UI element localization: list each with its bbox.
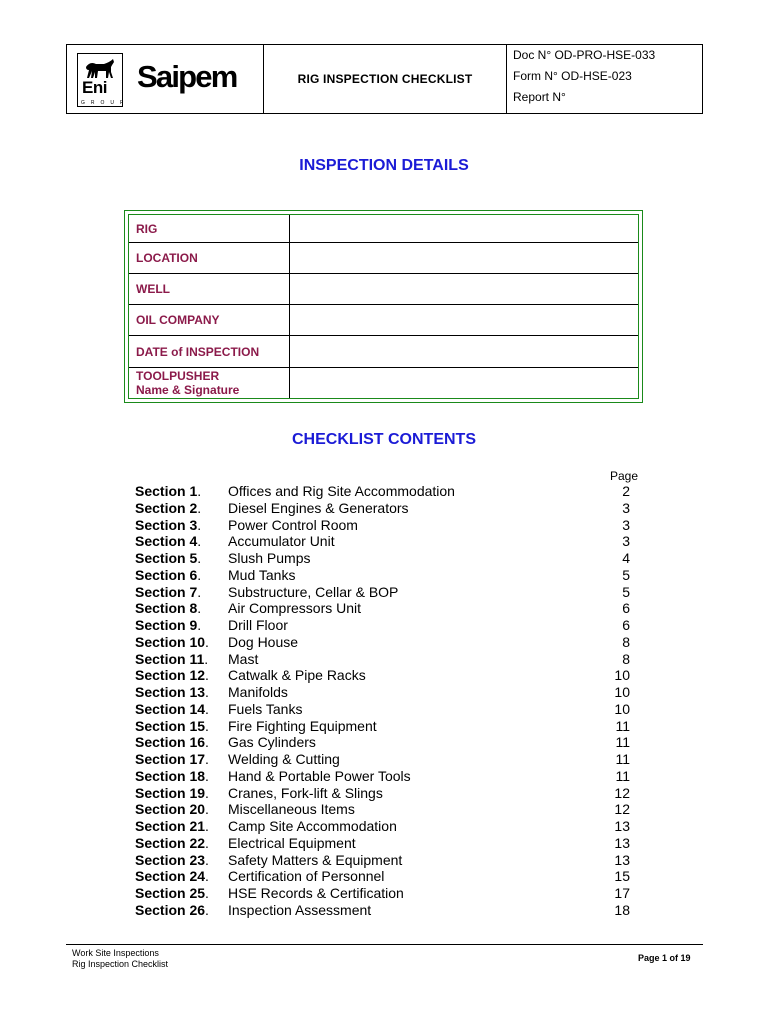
section-name: Accumulator Unit <box>228 533 335 550</box>
section-number: Section 12 <box>135 667 206 684</box>
section-label: Section 1. <box>135 483 202 499</box>
section-number: Section 2 <box>135 499 198 516</box>
document-header <box>66 44 703 114</box>
contents-item <box>135 902 640 919</box>
page-column-header: Page <box>610 469 639 483</box>
section-page: 5 <box>622 566 630 583</box>
contents-item <box>135 617 640 634</box>
details-row-date <box>129 336 638 368</box>
section-name: Certification of Personnel <box>228 868 385 885</box>
footer-left <box>72 948 168 970</box>
section-number: Section 10 <box>135 633 206 650</box>
section-label: Section 10. <box>135 633 209 650</box>
section-number: Section 17 <box>135 751 206 768</box>
section-label: Section 22. <box>135 834 209 851</box>
contents-item <box>135 768 640 785</box>
contents-item <box>135 751 640 768</box>
section-name: Offices and Rig Site Accommodation <box>228 483 455 499</box>
details-label: RIG <box>129 215 290 242</box>
details-row-oil-company <box>129 305 638 336</box>
section-page: 10 <box>614 667 630 684</box>
section-number: Section 3 <box>135 516 198 533</box>
section-name: Safety Matters & Equipment <box>228 851 403 868</box>
section-name: Gas Cylinders <box>228 734 316 751</box>
section-page: 13 <box>614 851 630 868</box>
details-value-rig[interactable] <box>290 215 638 242</box>
contents-item <box>135 701 640 718</box>
details-row-location <box>129 243 638 274</box>
section-label: Section 12. <box>135 667 209 684</box>
section-page: 13 <box>614 818 630 835</box>
contents-item <box>135 785 640 802</box>
contents-item <box>135 718 640 735</box>
section-name: Mud Tanks <box>228 566 296 583</box>
section-name: Substructure, Cellar & BOP <box>228 583 399 600</box>
section-number: Section 19 <box>135 784 206 801</box>
contents-item <box>135 885 640 902</box>
section-number: Section 23 <box>135 851 206 868</box>
contents-item <box>135 868 640 885</box>
section-label: Section 7. <box>135 583 202 600</box>
section-number: Section 6 <box>135 566 198 583</box>
section-label: Section 14. <box>135 700 209 717</box>
footer-line-1: Work Site Inspections <box>72 948 159 958</box>
toolpusher-sublabel: Name & Signature <box>136 383 240 397</box>
section-number: Section 4 <box>135 533 198 550</box>
section-name: Hand & Portable Power Tools <box>228 767 411 784</box>
section-page: 15 <box>614 868 630 885</box>
section-label: Section 16. <box>135 734 209 751</box>
contents-item <box>135 651 640 668</box>
section-page: 3 <box>622 499 630 516</box>
section-name: Mast <box>228 650 259 667</box>
details-label: DATE of INSPECTION <box>129 336 290 367</box>
section-page: 8 <box>622 633 630 650</box>
details-value-location[interactable] <box>290 243 638 273</box>
toolpusher-label: TOOLPUSHER <box>136 369 220 383</box>
details-value-date[interactable] <box>290 336 638 367</box>
section-name: Fire Fighting Equipment <box>228 717 377 734</box>
section-label: Section 26. <box>135 902 209 918</box>
section-label: Section 4. <box>135 533 202 550</box>
contents-item <box>135 533 640 550</box>
section-number: Section 18 <box>135 767 206 784</box>
section-number: Section 26 <box>135 902 206 918</box>
form-number: Form N° OD-HSE-023 <box>513 69 632 83</box>
details-value-toolpusher[interactable] <box>290 368 638 398</box>
contents-item <box>135 684 640 701</box>
section-name: Miscellaneous Items <box>228 801 355 818</box>
details-row-toolpusher <box>129 368 638 398</box>
section-label: Section 9. <box>135 617 202 634</box>
contents-item <box>135 634 640 651</box>
section-label: Section 21. <box>135 818 209 835</box>
section-label: Section 24. <box>135 868 209 885</box>
group-wordmark: GROUP <box>81 100 130 106</box>
section-page: 11 <box>615 751 630 768</box>
section-page: 11 <box>615 734 630 751</box>
section-number: Section 8 <box>135 600 198 617</box>
section-page: 11 <box>615 767 630 784</box>
section-number: Section 16 <box>135 734 206 751</box>
section-label: Section 15. <box>135 717 209 734</box>
contents-item <box>135 801 640 818</box>
contents-item <box>135 500 640 517</box>
section-label: Section 23. <box>135 851 209 868</box>
section-label: Section 17. <box>135 751 209 768</box>
section-page: 12 <box>614 801 630 818</box>
section-name: Power Control Room <box>228 516 358 533</box>
contents-item <box>135 567 640 584</box>
section-page: 8 <box>622 650 630 667</box>
section-label: Section 13. <box>135 684 209 701</box>
section-page: 17 <box>614 885 630 902</box>
section-page: 10 <box>614 684 630 701</box>
section-name: Manifolds <box>228 684 288 701</box>
inspection-details-title: INSPECTION DETAILS <box>299 157 469 174</box>
section-name: Cranes, Fork-lift & Slings <box>228 784 383 801</box>
contents-item <box>135 483 640 500</box>
contents-item <box>135 734 640 751</box>
saipem-logo <box>137 59 236 95</box>
section-name: Catwalk & Pipe Racks <box>228 667 366 684</box>
section-number: Section 22 <box>135 834 206 851</box>
contents-item <box>135 600 640 617</box>
details-value-oil-company[interactable] <box>290 305 638 335</box>
section-number: Section 24 <box>135 868 206 885</box>
section-name: Inspection Assessment <box>228 902 372 918</box>
logo-cell <box>67 45 264 113</box>
section-name: Air Compressors Unit <box>228 600 362 617</box>
section-page: 3 <box>622 533 630 550</box>
section-number: Section 5 <box>135 550 198 567</box>
section-number: Section 9 <box>135 617 198 634</box>
section-number: Section 15 <box>135 717 206 734</box>
section-name: Drill Floor <box>228 617 288 634</box>
details-label: OIL COMPANY <box>129 305 290 335</box>
section-page: 10 <box>614 700 630 717</box>
section-number: Section 13 <box>135 684 206 701</box>
inspection-details-table <box>124 210 643 403</box>
document-title: RIG INSPECTION CHECKLIST <box>264 45 507 113</box>
section-label: Section 11. <box>135 650 209 667</box>
section-number: Section 14 <box>135 700 206 717</box>
section-label: Section 6. <box>135 566 202 583</box>
details-label: LOCATION <box>129 243 290 273</box>
section-page: 13 <box>614 834 630 851</box>
six-legged-dog-icon <box>84 57 116 79</box>
footer-line-2: Rig Inspection Checklist <box>72 959 169 969</box>
section-page: 12 <box>614 784 630 801</box>
eni-wordmark: Eni <box>82 78 107 97</box>
section-name: Camp Site Accommodation <box>228 818 397 835</box>
section-page: 2 <box>622 483 630 499</box>
section-page: 6 <box>622 600 630 617</box>
contents-item <box>135 584 640 601</box>
section-page: 6 <box>622 617 630 634</box>
section-name: Dog House <box>228 633 299 650</box>
contents-item <box>135 550 640 567</box>
section-page: 18 <box>614 902 630 918</box>
section-number: Section 11 <box>135 650 205 667</box>
section-name: Fuels Tanks <box>228 700 303 717</box>
footer-page-number: Page 1 of 19 <box>638 953 691 963</box>
section-label: Section 8. <box>135 600 202 617</box>
section-page: 11 <box>615 717 630 734</box>
section-number: Section 25 <box>135 885 206 902</box>
section-name: Electrical Equipment <box>228 834 356 851</box>
section-number: Section 7 <box>135 583 198 600</box>
details-label <box>129 368 290 398</box>
section-page: 3 <box>622 516 630 533</box>
checklist-contents-title: CHECKLIST CONTENTS <box>292 431 476 448</box>
section-label: Section 3. <box>135 516 202 533</box>
section-label: Section 19. <box>135 784 209 801</box>
contents-item <box>135 667 640 684</box>
section-page: 5 <box>622 583 630 600</box>
section-name: HSE Records & Certification <box>228 885 404 902</box>
section-label: Section 18. <box>135 767 209 784</box>
section-label: Section 20. <box>135 801 209 818</box>
saipem-wordmark: Saipem <box>137 59 237 94</box>
section-label: Section 5. <box>135 550 202 567</box>
details-label: WELL <box>129 274 290 304</box>
eni-logo <box>77 53 123 107</box>
contents-item <box>135 852 640 869</box>
document-refs <box>507 45 702 113</box>
section-label: Section 2. <box>135 499 202 516</box>
doc-number: Doc N° OD-PRO-HSE-033 <box>513 48 656 62</box>
section-page: 4 <box>622 550 630 567</box>
details-value-well[interactable] <box>290 274 638 304</box>
section-number: Section 1 <box>135 483 198 499</box>
contents-item <box>135 818 640 835</box>
report-number: Report N° <box>513 90 566 104</box>
contents-item <box>135 835 640 852</box>
section-label: Section 25. <box>135 885 209 902</box>
section-number: Section 21 <box>135 818 206 835</box>
contents-item <box>135 517 640 534</box>
section-number: Section 20 <box>135 801 206 818</box>
details-row-rig <box>129 215 638 243</box>
details-row-well <box>129 274 638 305</box>
section-name: Welding & Cutting <box>228 751 340 768</box>
section-name: Slush Pumps <box>228 550 311 567</box>
section-name: Diesel Engines & Generators <box>228 499 409 516</box>
footer-divider <box>66 944 703 945</box>
